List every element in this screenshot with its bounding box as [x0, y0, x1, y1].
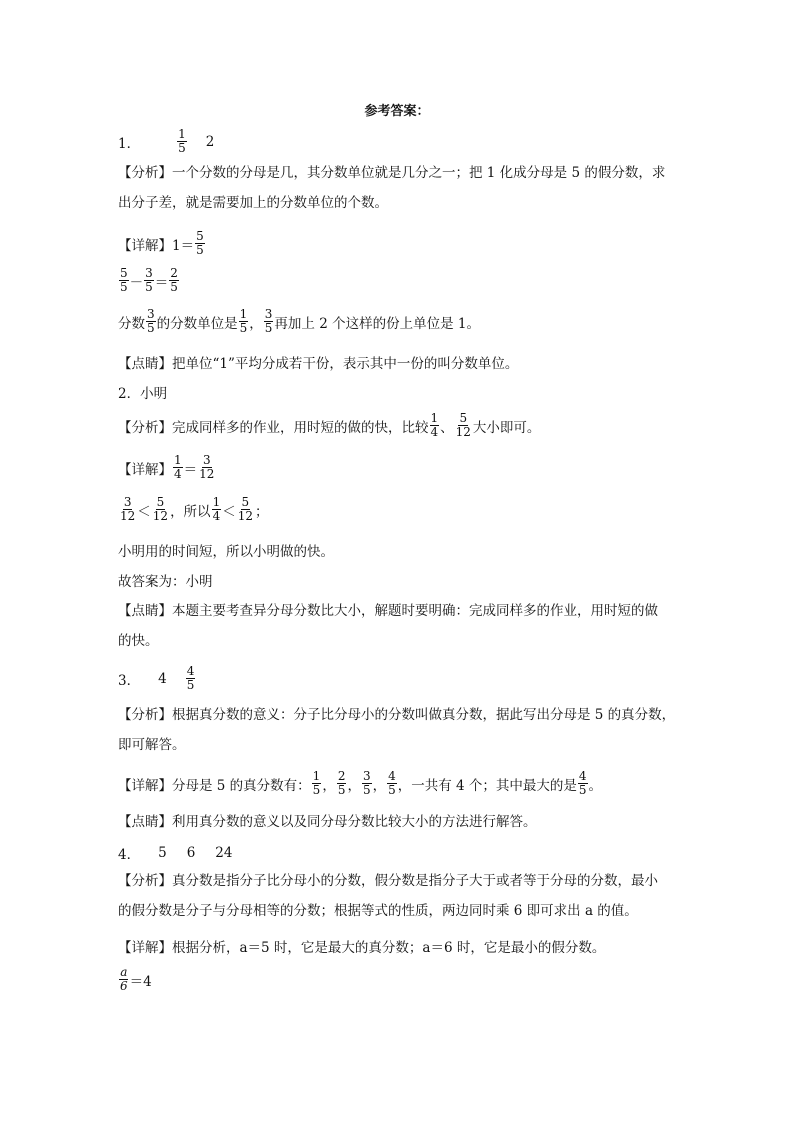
q2-comment: 【点睛】本题主要考查异分母分数比大小，解题时要明确：完成同样多的作业，用时短的做 的快。	[118, 603, 658, 649]
q3-detail: 【详解】 分母是 5 的真分数有： $\frac{1}{5}$ ， $\frac{2}{5}$ ， $\frac{3}{5}$ ， $\frac{4}{5}$ ，一共有 4 个；其中最大的是 $\frac{4}{5}$ 。	[118, 769, 603, 797]
q1-answer-line	[118, 128, 688, 155]
q2-final-answer: 故答案为：小明	[118, 574, 213, 590]
q4-answer-line: 4． 5 6 24	[118, 845, 233, 863]
q3-answer-line: 3． 4 $\frac{4}{5}$	[118, 664, 195, 692]
q2-answer-line: 2． 小明	[118, 386, 168, 402]
q4-analysis: 【分析】真分数是指分子比分母小的分数，假分数是指分子大于或者等于分母的分数，最小 的假分数是分子与分母相等的分数；根据等式的性质，两边同时乘 6 即可求出 a 的值。	[118, 873, 658, 919]
q2-compare: $\frac{3}{12}$ ＜ $\frac{5}{12}$ ，所以 $\frac{1}{4}$ ＜ $\frac{5}{12}$ ；	[120, 495, 269, 523]
q1-answer-2: 2	[205, 133, 215, 150]
q3-analysis: 【分析】根据真分数的意义：分子比分母小的分数叫做真分数，据此写出分母是 5 的真分数， 即可解答。	[118, 707, 676, 753]
q4-detail: 【详解】 根据分析，a＝5 时，它是最大的真分数；a＝6 时，它是最小的假分数。	[118, 940, 606, 956]
q1-comment: 【点睛】 把单位“1”平均分成若干份，表示其中一份的叫分数单位。	[118, 356, 519, 372]
q1-answer-fraction: $\frac{1}{5}$	[178, 127, 186, 155]
q1-equation: $\frac{5}{5}$ － $\frac{3}{5}$ ＝ $\frac{2}{5}$	[120, 266, 178, 294]
q1-explanation: 分数 $\frac{3}{5}$ 的分数单位是 $\frac{1}{5}$ ， $\frac{3}{5}$ 再加上 2 个这样的份上单位是 1。	[118, 307, 480, 335]
q3-comment: 【点睛】 利用真分数的意义以及同分母分数比较大小的方法进行解答。	[118, 814, 537, 830]
page-title: 参考答案：	[364, 104, 430, 119]
q1-detail: 【详解】 1＝ $\frac{5}{5}$	[118, 229, 204, 257]
q1-analysis: 【分析】一个分数的分母是几，其分数单位就是几分之一；把 1 化成分母是 5 的假分数，求 出分子差，就是需要加上的分数单位的个数。	[118, 165, 666, 211]
q4-equation: $\frac{a}{6}$ ＝4	[120, 965, 152, 993]
q2-analysis: 【分析】 完成同样多的作业，用时短的做的快，比较 $\frac{1}{4}$ 、 $\frac{5}{12}$ 大小即可。	[118, 411, 541, 439]
q2-detail: 【详解】 $\frac{1}{4}$ ＝ $\frac{3}{12}$	[118, 453, 215, 481]
q2-conclusion: 小明用的时间短，所以小明做的快。	[118, 544, 334, 560]
q1-number: 1．	[118, 135, 141, 152]
